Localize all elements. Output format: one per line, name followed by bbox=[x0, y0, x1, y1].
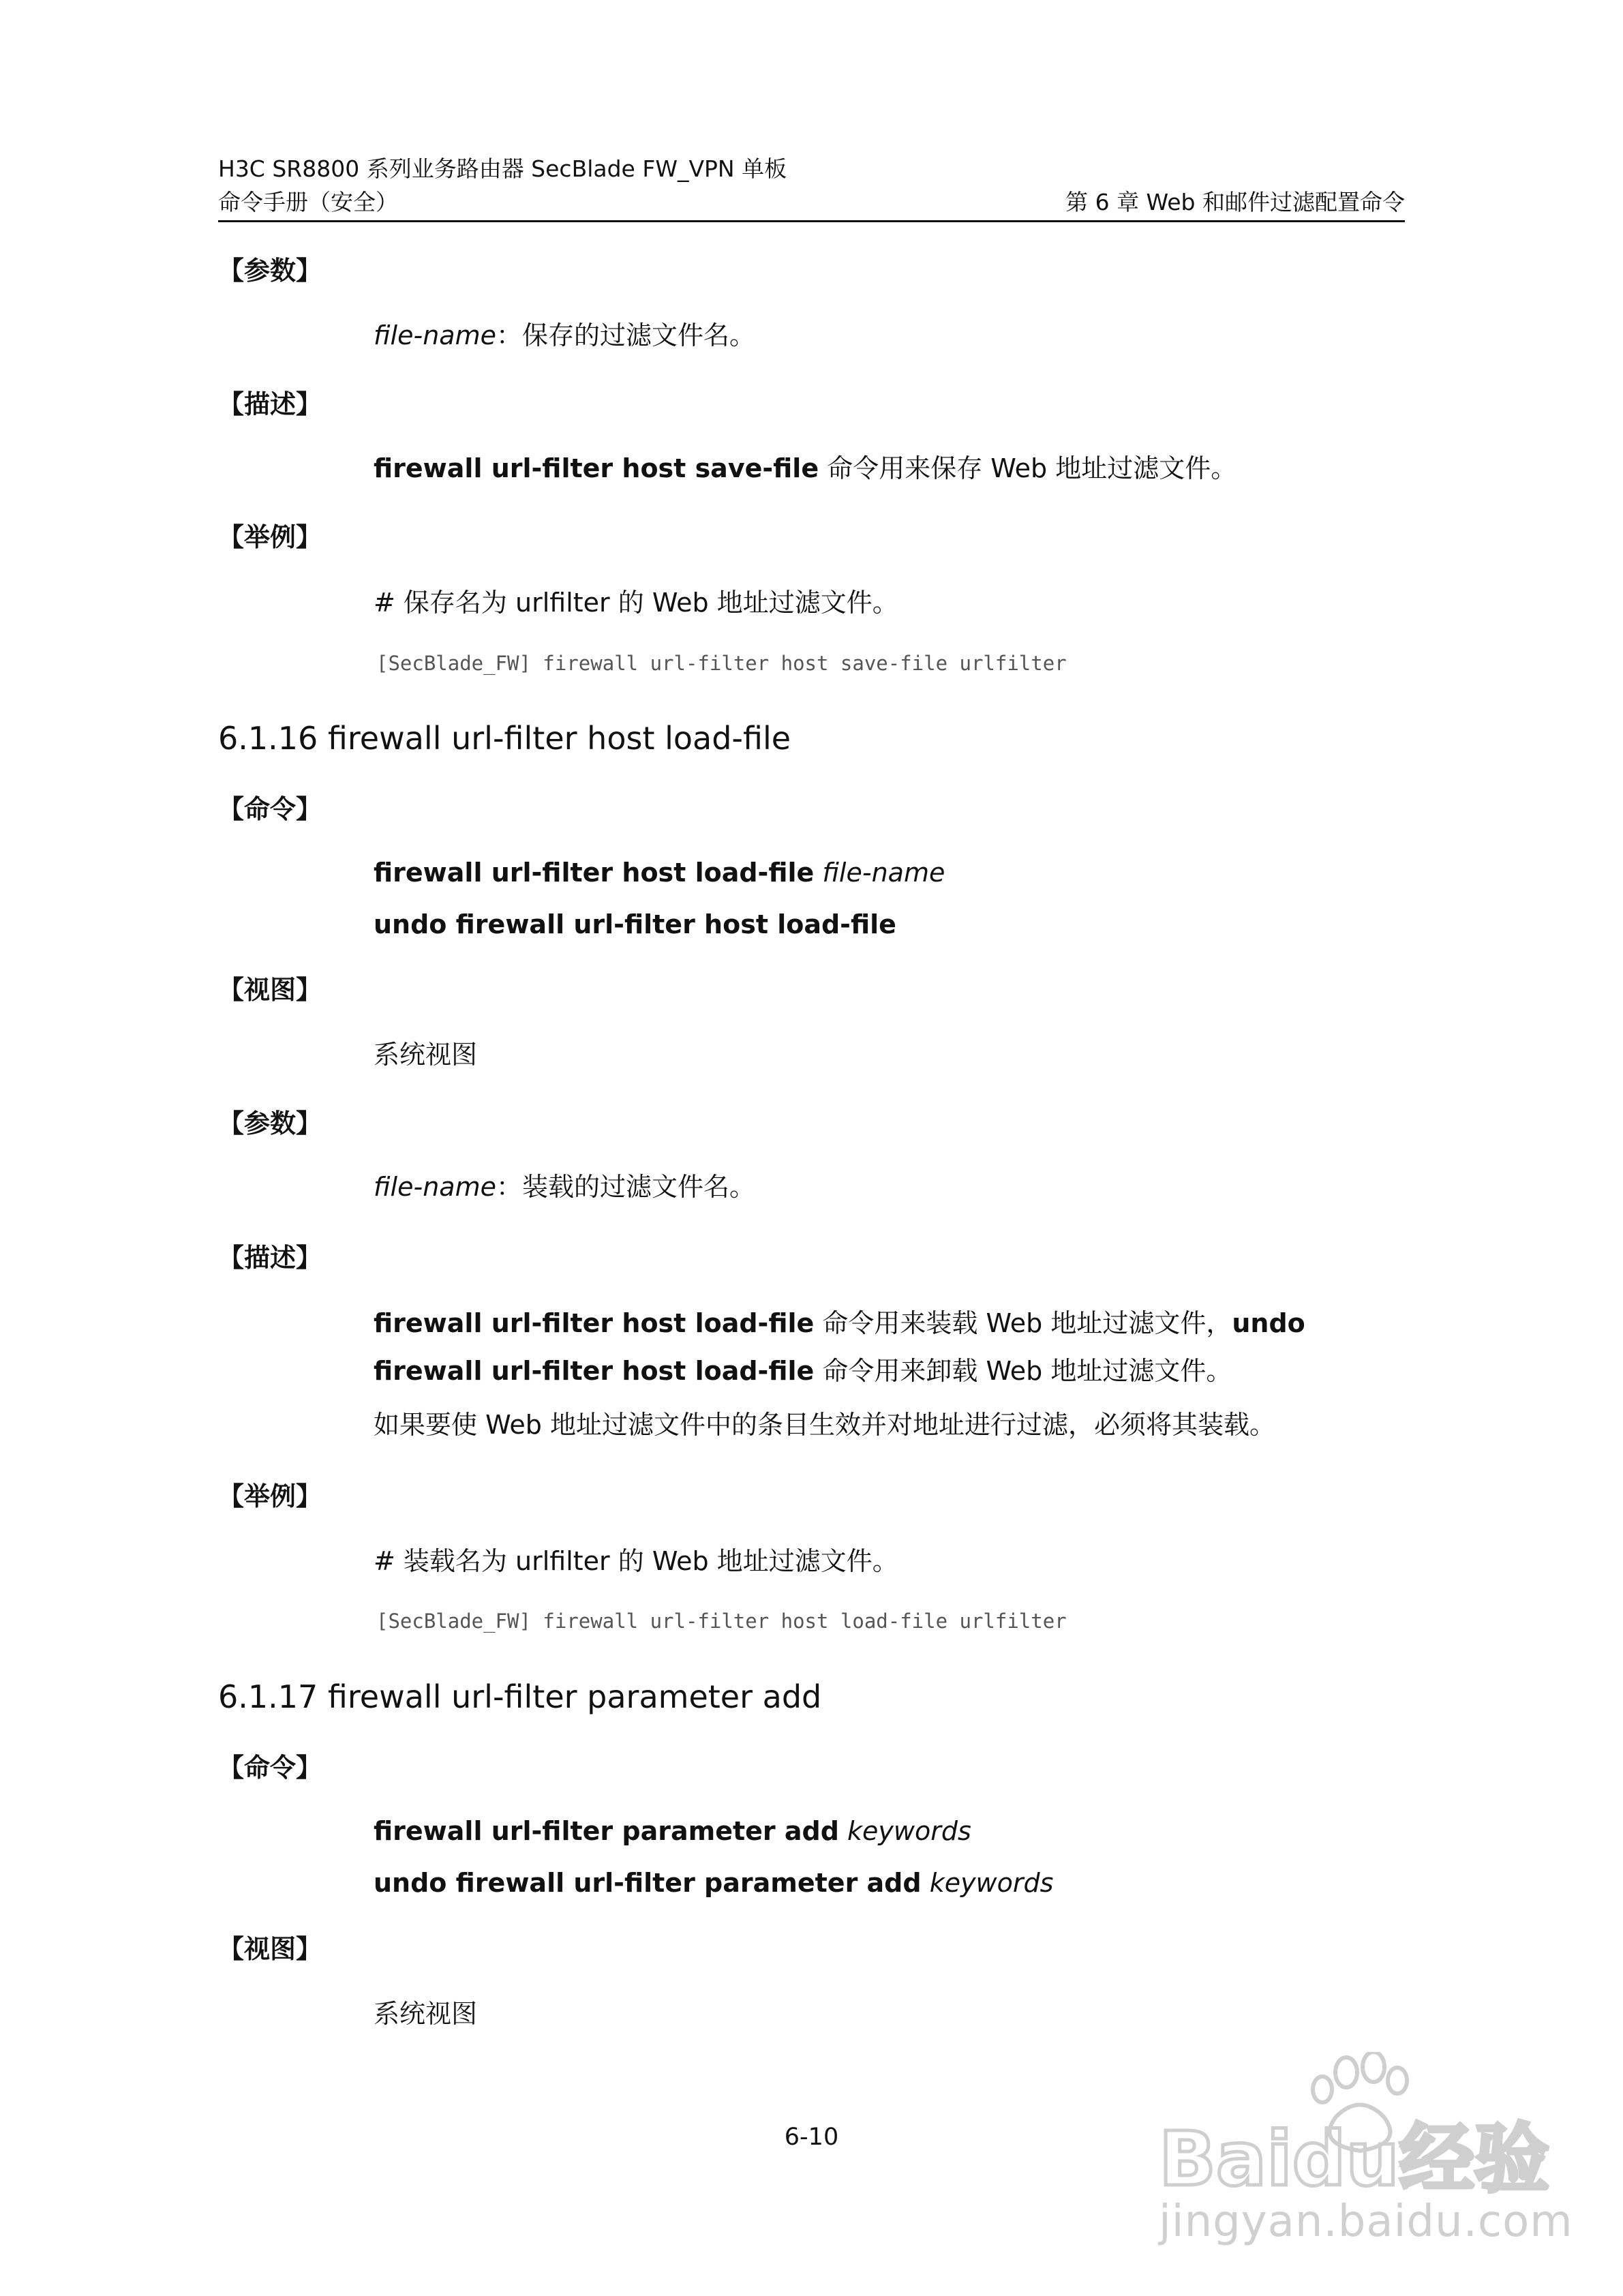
command-name: firewall url-filter host save-file bbox=[374, 453, 819, 483]
command-name: firewall url-filter host load-file bbox=[374, 1308, 815, 1338]
example-label: 【举例】 bbox=[218, 522, 322, 552]
example-code: [SecBlade_FW] firewall url-filter host save-file urlfilter bbox=[376, 652, 1067, 675]
view-text: 系统视图 bbox=[374, 1999, 478, 2029]
command-label: 【命令】 bbox=[218, 794, 322, 824]
view-label: 【视图】 bbox=[218, 975, 322, 1005]
section-heading: 6.1.17 firewall url-filter parameter add bbox=[218, 1678, 822, 1715]
header-divider bbox=[218, 220, 1405, 222]
command-syntax bbox=[374, 1813, 971, 1849]
description-body: 命令用来装载 Web 地址过滤文件， bbox=[814, 1308, 1232, 1338]
params-label: 【参数】 bbox=[218, 1108, 322, 1138]
view-label: 【视图】 bbox=[218, 1934, 322, 1964]
example-code: [SecBlade_FW] firewall url-filter host load-file urlfilter bbox=[376, 1610, 1067, 1633]
param-description: ：保存的过滤文件名。 bbox=[496, 320, 755, 350]
command-name: undo firewall url-filter parameter add bbox=[374, 1868, 922, 1898]
view-text: 系统视图 bbox=[374, 1040, 478, 1070]
param-description: ：装载的过滤文件名。 bbox=[496, 1172, 755, 1202]
command-name: firewall url-filter host load-file bbox=[374, 858, 815, 888]
header-product-title: H3C SR8800 系列业务路由器 SecBlade FW_VPN 单板 bbox=[218, 155, 787, 182]
description-text bbox=[374, 1299, 1405, 1395]
params-label: 【参数】 bbox=[218, 256, 322, 286]
description-note: 如果要使 Web 地址过滤文件中的条目生效并对地址进行过滤，必须将其装载。 bbox=[374, 1410, 1276, 1440]
command-argument: keywords bbox=[929, 1868, 1054, 1898]
param-item bbox=[374, 318, 755, 353]
command-name-undo: undo firewall url-filter host load-file bbox=[374, 1308, 1305, 1386]
section-heading: 6.1.16 firewall url-filter host load-file bbox=[218, 720, 791, 757]
description-text bbox=[374, 451, 1237, 486]
watermark-url: jingyan.baidu.com bbox=[1159, 2196, 1573, 2247]
command-name: undo firewall url-filter host load-file bbox=[374, 909, 896, 939]
header-chapter-title: 第 6 章 Web 和邮件过滤配置命令 bbox=[1065, 189, 1405, 215]
header-manual-title: 命令手册（安全） bbox=[218, 189, 398, 215]
description-label: 【描述】 bbox=[218, 389, 322, 419]
page-number: 6-10 bbox=[784, 2124, 839, 2151]
command-syntax-undo bbox=[374, 1865, 1053, 1901]
example-label: 【举例】 bbox=[218, 1481, 322, 1511]
watermark-logo-text: Baidu经验 bbox=[1159, 2115, 1549, 2203]
command-argument: keywords bbox=[847, 1816, 971, 1846]
description-label: 【描述】 bbox=[218, 1243, 322, 1273]
example-text: # 保存名为 urlfilter 的 Web 地址过滤文件。 bbox=[374, 588, 898, 618]
command-syntax-undo bbox=[374, 907, 896, 942]
description-body: 命令用来保存 Web 地址过滤文件。 bbox=[819, 453, 1237, 483]
param-item bbox=[374, 1169, 755, 1205]
command-syntax bbox=[374, 855, 945, 890]
param-name: file-name bbox=[374, 1172, 496, 1202]
example-text: # 装载名为 urlfilter 的 Web 地址过滤文件。 bbox=[374, 1546, 898, 1576]
command-argument: file-name bbox=[822, 858, 945, 888]
description-body-undo: 命令用来卸载 Web 地址过滤文件。 bbox=[814, 1356, 1232, 1386]
param-name: file-name bbox=[374, 320, 496, 350]
command-label: 【命令】 bbox=[218, 1753, 322, 1783]
command-name: firewall url-filter parameter add bbox=[374, 1816, 839, 1846]
